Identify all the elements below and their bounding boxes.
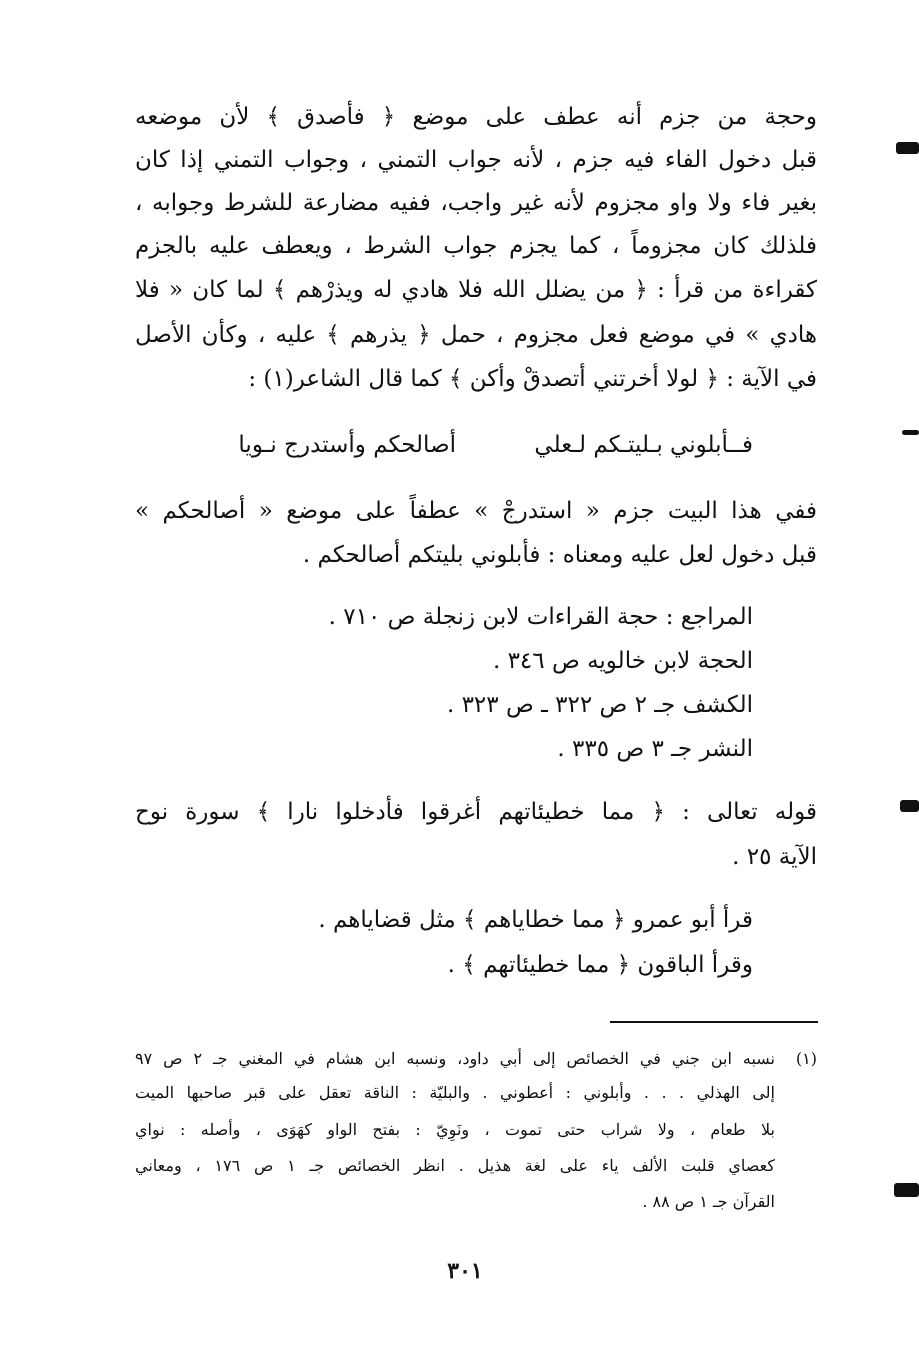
reference-line: الكشف جـ ٢ ص ٣٢٢ ـ ص ٣٢٣ . <box>446 692 753 718</box>
body-line: في الآية : ﴿ لولا أخرتني أتصدقْ وأكن ﴾ كما قال الشاعر(١) : <box>248 366 817 392</box>
footnote-separator <box>610 1021 818 1023</box>
page-number: ٣٠١ <box>447 1258 483 1284</box>
verse-second-hemistich: أصالحكم وأستدرج نـويا <box>238 432 456 458</box>
scan-mark <box>900 800 919 812</box>
body-line: قوله تعالى : ﴿ مما خطيئاتهم أغرقوا فأدخلوا نارا ﴾ سورة نوح <box>135 799 817 825</box>
body-line: هادي » في موضع فعل مجزوم ، حمل ﴿ يذرهم ﴾ عليه ، وكأن الأصل <box>135 322 817 348</box>
reading-line: وقرأ الباقون ﴿ مما خطيئاتهم ﴾ . <box>447 952 753 978</box>
footnote-line: القرآن جـ ١ ص ٨٨ . <box>642 1192 775 1211</box>
reference-line: النشر جـ ٣ ص ٣٣٥ . <box>557 736 753 762</box>
body-line: الآية ٢٥ . <box>732 844 817 870</box>
footnote-line: كعصاي قلبت الألف ياء على لغة هذيل . انظر الخصائص جـ ١ ص ١٧٦ ، ومعاني <box>135 1156 776 1175</box>
body-line: قبل دخول الفاء فيه جزم ، لأنه جواب التمني ، وجواب التمني إذا كان <box>135 147 817 173</box>
body-line: فلذلك كان مجزوماً ، كما يجزم جواب الشرط ، ويعطف عليه بالجزم <box>135 233 817 259</box>
footnote-marker: (١) <box>795 1049 817 1068</box>
scan-mark <box>902 430 919 435</box>
body-line: قبل دخول لعل عليه ومعناه : فأبلوني بليتكم أصالحكم . <box>302 542 817 568</box>
reading-line: قرأ أبو عمرو ﴿ مما خطاياهم ﴾ مثل قضاياهم . <box>318 907 753 933</box>
scan-mark <box>894 1183 919 1197</box>
footnote-line: نسبه ابن جني في الخصائص إلى أبي داود، ونسبه ابن هشام في المغني جـ ٢ ص ٩٧ <box>135 1049 775 1068</box>
body-line: وحجة من جزم أنه عطف على موضع ﴿ فأصدق ﴾ لأن موضعه <box>135 104 817 130</box>
body-line: بغير فاء ولا واو مجزوم لأنه غير واجب، ففيه مضارعة للشرط وجوابه ، <box>135 190 817 216</box>
scan-mark <box>896 142 919 154</box>
footnote-line: بلا طعام ، ولا شراب حتى تموت ، ونَوِيّ : بفتح الواو كهَوَى ، وأصله : نواي <box>135 1120 775 1139</box>
reference-line: المراجع : حجة القراءات لابن زنجلة ص ٧١٠ . <box>328 604 753 630</box>
body-line: ففي هذا البيت جزم « استدرجْ » عطفاً على موضع « أصالحكم » <box>135 498 817 524</box>
body-line: كقراءة من قرأ : ﴿ من يضلل الله فلا هادي له ويذرْهم ﴾ لما كان « فلا <box>135 277 817 303</box>
reference-line: الحجة لابن خالويه ص ٣٤٦ . <box>492 648 753 674</box>
footnote-line: إلى الهذلي . . . وأبلوني : أعطوني . والبليّة : الناقة تعقل على قبر صاحبها الميت <box>135 1083 775 1102</box>
verse-first-hemistich: فــأبلوني بـليتـكم لـعلي <box>534 432 753 458</box>
